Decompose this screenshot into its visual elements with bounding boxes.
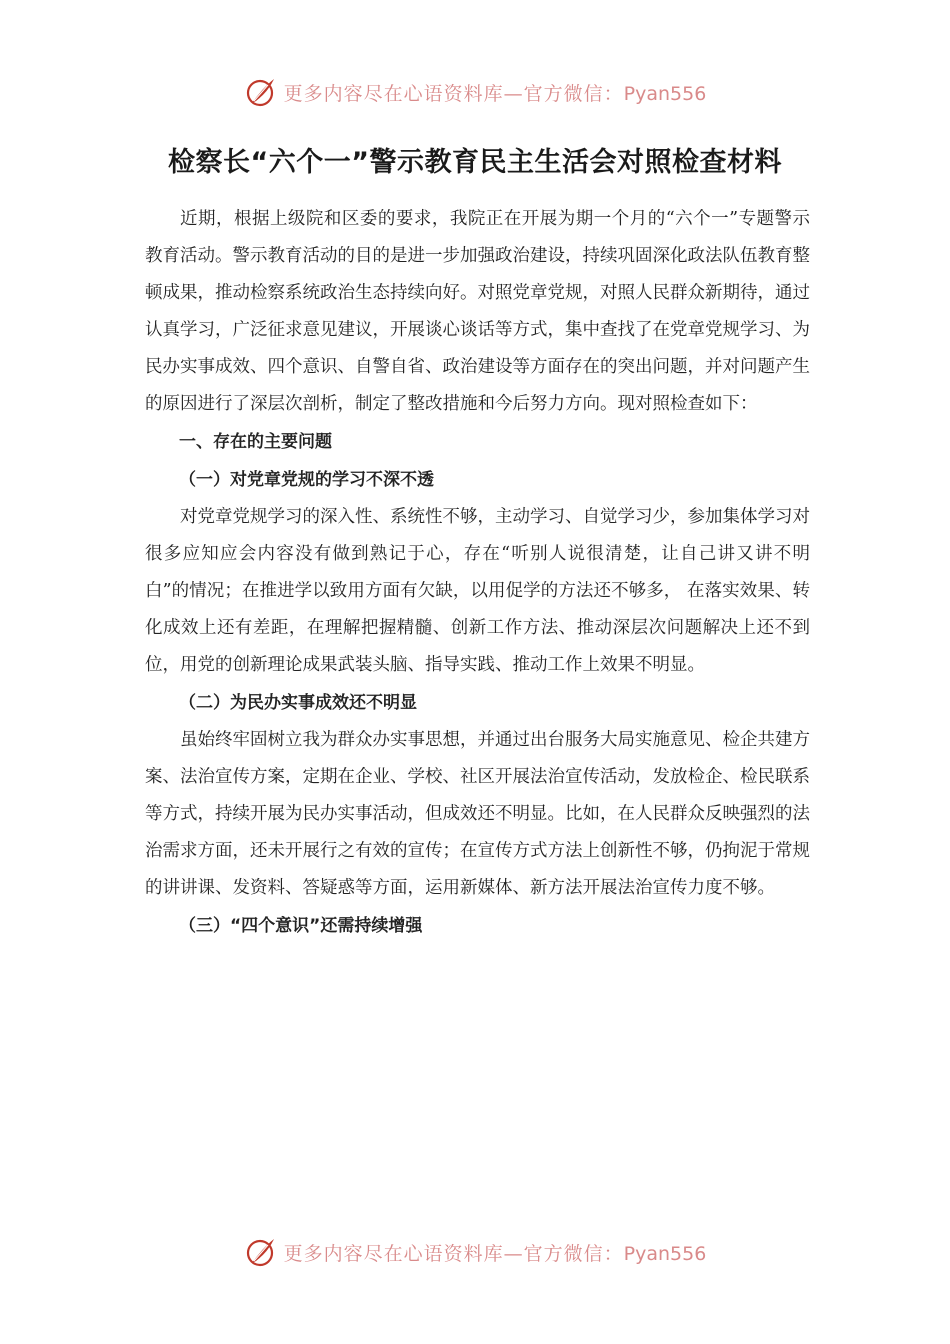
feather-quill-icon	[244, 1235, 278, 1269]
section-heading-1: 一、存在的主要问题	[179, 432, 332, 452]
watermark-code: Pyan556	[623, 1242, 707, 1265]
watermark-text: 更多内容尽在心语资料库—官方微信：	[283, 82, 624, 105]
document-body	[145, 201, 810, 945]
subsection-heading-2: （二）为民办实事成效还不明显	[179, 693, 417, 713]
subsection-heading-3: （三）“四个意识”还需持续增强	[179, 916, 423, 936]
intro-paragraph: 近期，根据上级院和区委的要求，我院正在开展为期一个月的“六个一”专题警示教育活动。警示教育活动的目的是进一步加强政治建设，持续巩固深化政法队伍教育整顿成果，推动检察系统政治生态持续向好。对照党章党规，对照人民群众新期待，通过认真学习，广泛征求意见建议，开展谈心谈话等方式，集中查找了在党章党规学习、为民办实事成效、四个意识、自警自省、政治建设等方面存在的突出问题，并对问题产生的原因进行了深层次剖析，制定了整改措施和今后努力方向。现对照检查如下：	[145, 209, 810, 414]
watermark-text: 更多内容尽在心语资料库—官方微信：	[283, 1242, 624, 1265]
subsection-heading-1: （一）对党章党规的学习不深不透	[179, 470, 434, 490]
watermark-code: Pyan556	[623, 82, 707, 105]
document-title: 检察长“六个一”警示教育民主生活会对照检查材料	[168, 147, 782, 178]
footer-watermark	[0, 1232, 950, 1272]
header-watermark	[0, 72, 950, 112]
subsection-body-1: 对党章党规学习的深入性、系统性不够，主动学习、自觉学习少，参加集体学习对很多应知应会内容没有做到熟记于心，存在“听别人说很清楚，让自己讲又讲不明白”的情况；在推进学以致用方面有欠缺，以用促学的方法还不够多， 在落实效果、转化成效上还有差距，在理解把握精髓、创新工作方法、推动深层次问题解决上还不到位，用党的创新理论成果武装头脑、指导实践、推动工作上效果不明显。	[145, 507, 810, 675]
subsection-body-2: 虽始终牢固树立我为群众办实事思想，并通过出台服务大局实施意见、检企共建方案、法治宣传方案，定期在企业、学校、社区开展法治宣传活动，发放检企、检民联系等方式，持续开展为民办实事活动，但成效还不明显。比如，在人民群众反映强烈的法治需求方面，还未开展行之有效的宣传；在宣传方式方法上创新性不够，仍拘泥于常规的讲讲课、发资料、答疑惑等方面，运用新媒体、新方法开展法治宣传力度不够。	[145, 730, 810, 898]
feather-quill-icon	[244, 75, 278, 109]
